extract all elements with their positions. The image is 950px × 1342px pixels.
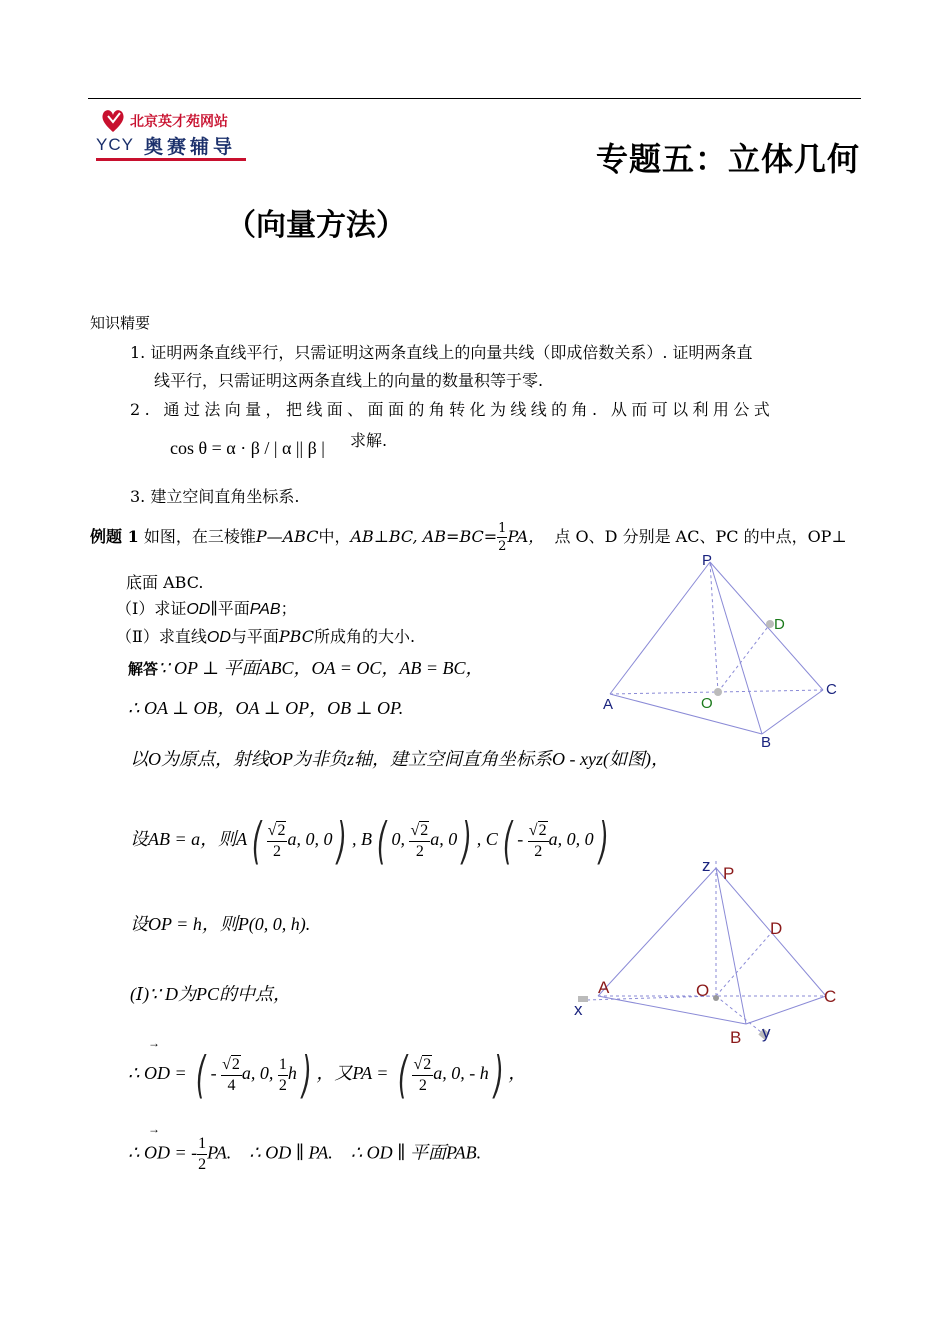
logo-emblem-icon	[98, 108, 128, 134]
page-title: 专题五：立体几何	[596, 140, 861, 178]
label-y: y	[762, 1023, 771, 1042]
label-o: O	[701, 695, 713, 712]
example-statement-line-2: 底面 ABC.	[126, 573, 204, 592]
edge-pb	[716, 868, 746, 1024]
question-1: （Ⅰ）求证OD∥平面PAB；	[116, 599, 297, 618]
solution-line-2: ∴ OA ⊥ OB，OA ⊥ OP，OB ⊥ OP.	[128, 698, 404, 718]
label-a: A	[598, 978, 610, 997]
label-a: A	[603, 696, 614, 713]
logo-chinese-text: 北京英才苑网站	[130, 114, 228, 130]
solution-line-7: ∴ OD = ( - $\frac{√2}{4}$ a, 0, $\frac{1}{2}$ h) ，又PA = ( $\frac{√2}{2}$ a, 0, - h) ，	[128, 1046, 527, 1104]
vector-arrow-od-1: →	[148, 1036, 160, 1050]
knowledge-item-1-line-2: 线平行，只需证明这两条直线上的向量的数量积等于零.	[154, 371, 544, 390]
label-x: x	[574, 1000, 583, 1019]
label-d: D	[774, 616, 785, 633]
edge-od-hidden	[716, 932, 772, 996]
edge-pc	[710, 562, 823, 690]
label-z: z	[702, 856, 711, 875]
point-o-marker	[714, 688, 722, 696]
edge-pb	[710, 562, 762, 734]
header-rule	[88, 98, 861, 99]
solution-line-4: 设AB = a，则A( $\frac{√2}{2}$ a, 0, 0) , B( 0, $\frac{√2}{2}$ a, 0) , C( - $\frac{√2}{2}$ a, 0, 0)	[130, 812, 609, 870]
page-subtitle: （向量方法）	[226, 208, 406, 243]
pyramid-figure-1	[598, 546, 848, 756]
edge-bc	[762, 690, 823, 734]
vector-arrow-od-2: →	[148, 1122, 160, 1136]
label-p: P	[723, 864, 735, 883]
logo-subtitle: 奥赛辅导	[144, 137, 237, 158]
fraction-half: $\frac{1}{2}$	[498, 521, 507, 554]
label-o: O	[696, 981, 710, 1000]
example-pa: PA，	[507, 527, 545, 546]
solution-line-5: 设OP = h，则P(0, 0, h).	[130, 914, 311, 934]
example-pyramid-name: P—ABC	[255, 527, 319, 546]
solution-label: 解答	[128, 660, 159, 678]
solution-line-1: 解答∵ OP ⊥ 平面ABC，OA = OC，AB = BC，	[128, 658, 484, 678]
edge-ab	[610, 694, 762, 734]
solution-line-6: (Ⅰ)∵ D为PC的中点，	[130, 984, 292, 1004]
point-d-marker	[766, 620, 774, 628]
point-o-marker	[713, 995, 719, 1001]
label-b: B	[761, 734, 772, 751]
pyramid-figure-2-coordinates	[568, 850, 848, 1050]
example-midpoints: 点 O、D 分别是 AC、PC 的中点，OP⊥	[554, 527, 847, 546]
angle-formula: cos θ = α · β / | α || β |	[170, 438, 325, 458]
knowledge-item-1-line-1: 1. 证明两条直线平行，只需证明这两条直线上的向量共线（即成倍数关系）. 证明两条直	[130, 343, 753, 362]
edge-od-hidden	[718, 624, 770, 692]
knowledge-item-3: 3. 建立空间直角坐标系.	[130, 487, 300, 506]
logo-underline	[96, 158, 246, 161]
example-condition: AB⊥BC, AB=BC=	[350, 527, 498, 546]
example-text-c: 中，	[318, 527, 351, 546]
fraction-root2-over-2: $\frac{√2}{2}$	[267, 821, 286, 860]
solution-line-3: 以O为原点，射线OP为非负z轴，建立空间直角坐标系O - xyz(如图)，	[130, 749, 669, 769]
edge-bc	[746, 996, 826, 1024]
label-c: C	[824, 987, 837, 1006]
example-label: 例题 1	[90, 527, 139, 546]
knowledge-heading: 知识精要	[90, 314, 151, 332]
solution-line-8: ∴ OD = - $\frac{1}{2}$ PA. ∴ OD ∥ PA. ∴ OD ∥ 平面PAB.	[128, 1135, 482, 1173]
logo-english-text: YCY	[96, 135, 134, 154]
site-logo	[94, 108, 250, 164]
edge-pa	[610, 562, 710, 694]
question-2: （Ⅱ）求直线OD与平面PBC所成角的大小.	[116, 627, 416, 646]
knowledge-item-2-line-1: 2. 通过法向量，把线面、面面的角转化为线线的角. 从而可以利用公式	[130, 400, 775, 419]
label-p: P	[702, 552, 713, 569]
label-c: C	[826, 681, 837, 698]
edge-pa	[598, 868, 716, 996]
label-d: D	[770, 919, 783, 938]
edge-op-hidden	[710, 562, 718, 692]
edge-ab	[598, 996, 746, 1024]
example-text-a: 如图，在三棱锥	[143, 527, 256, 546]
label-b: B	[730, 1028, 742, 1047]
formula-suffix: 求解.	[350, 431, 388, 450]
